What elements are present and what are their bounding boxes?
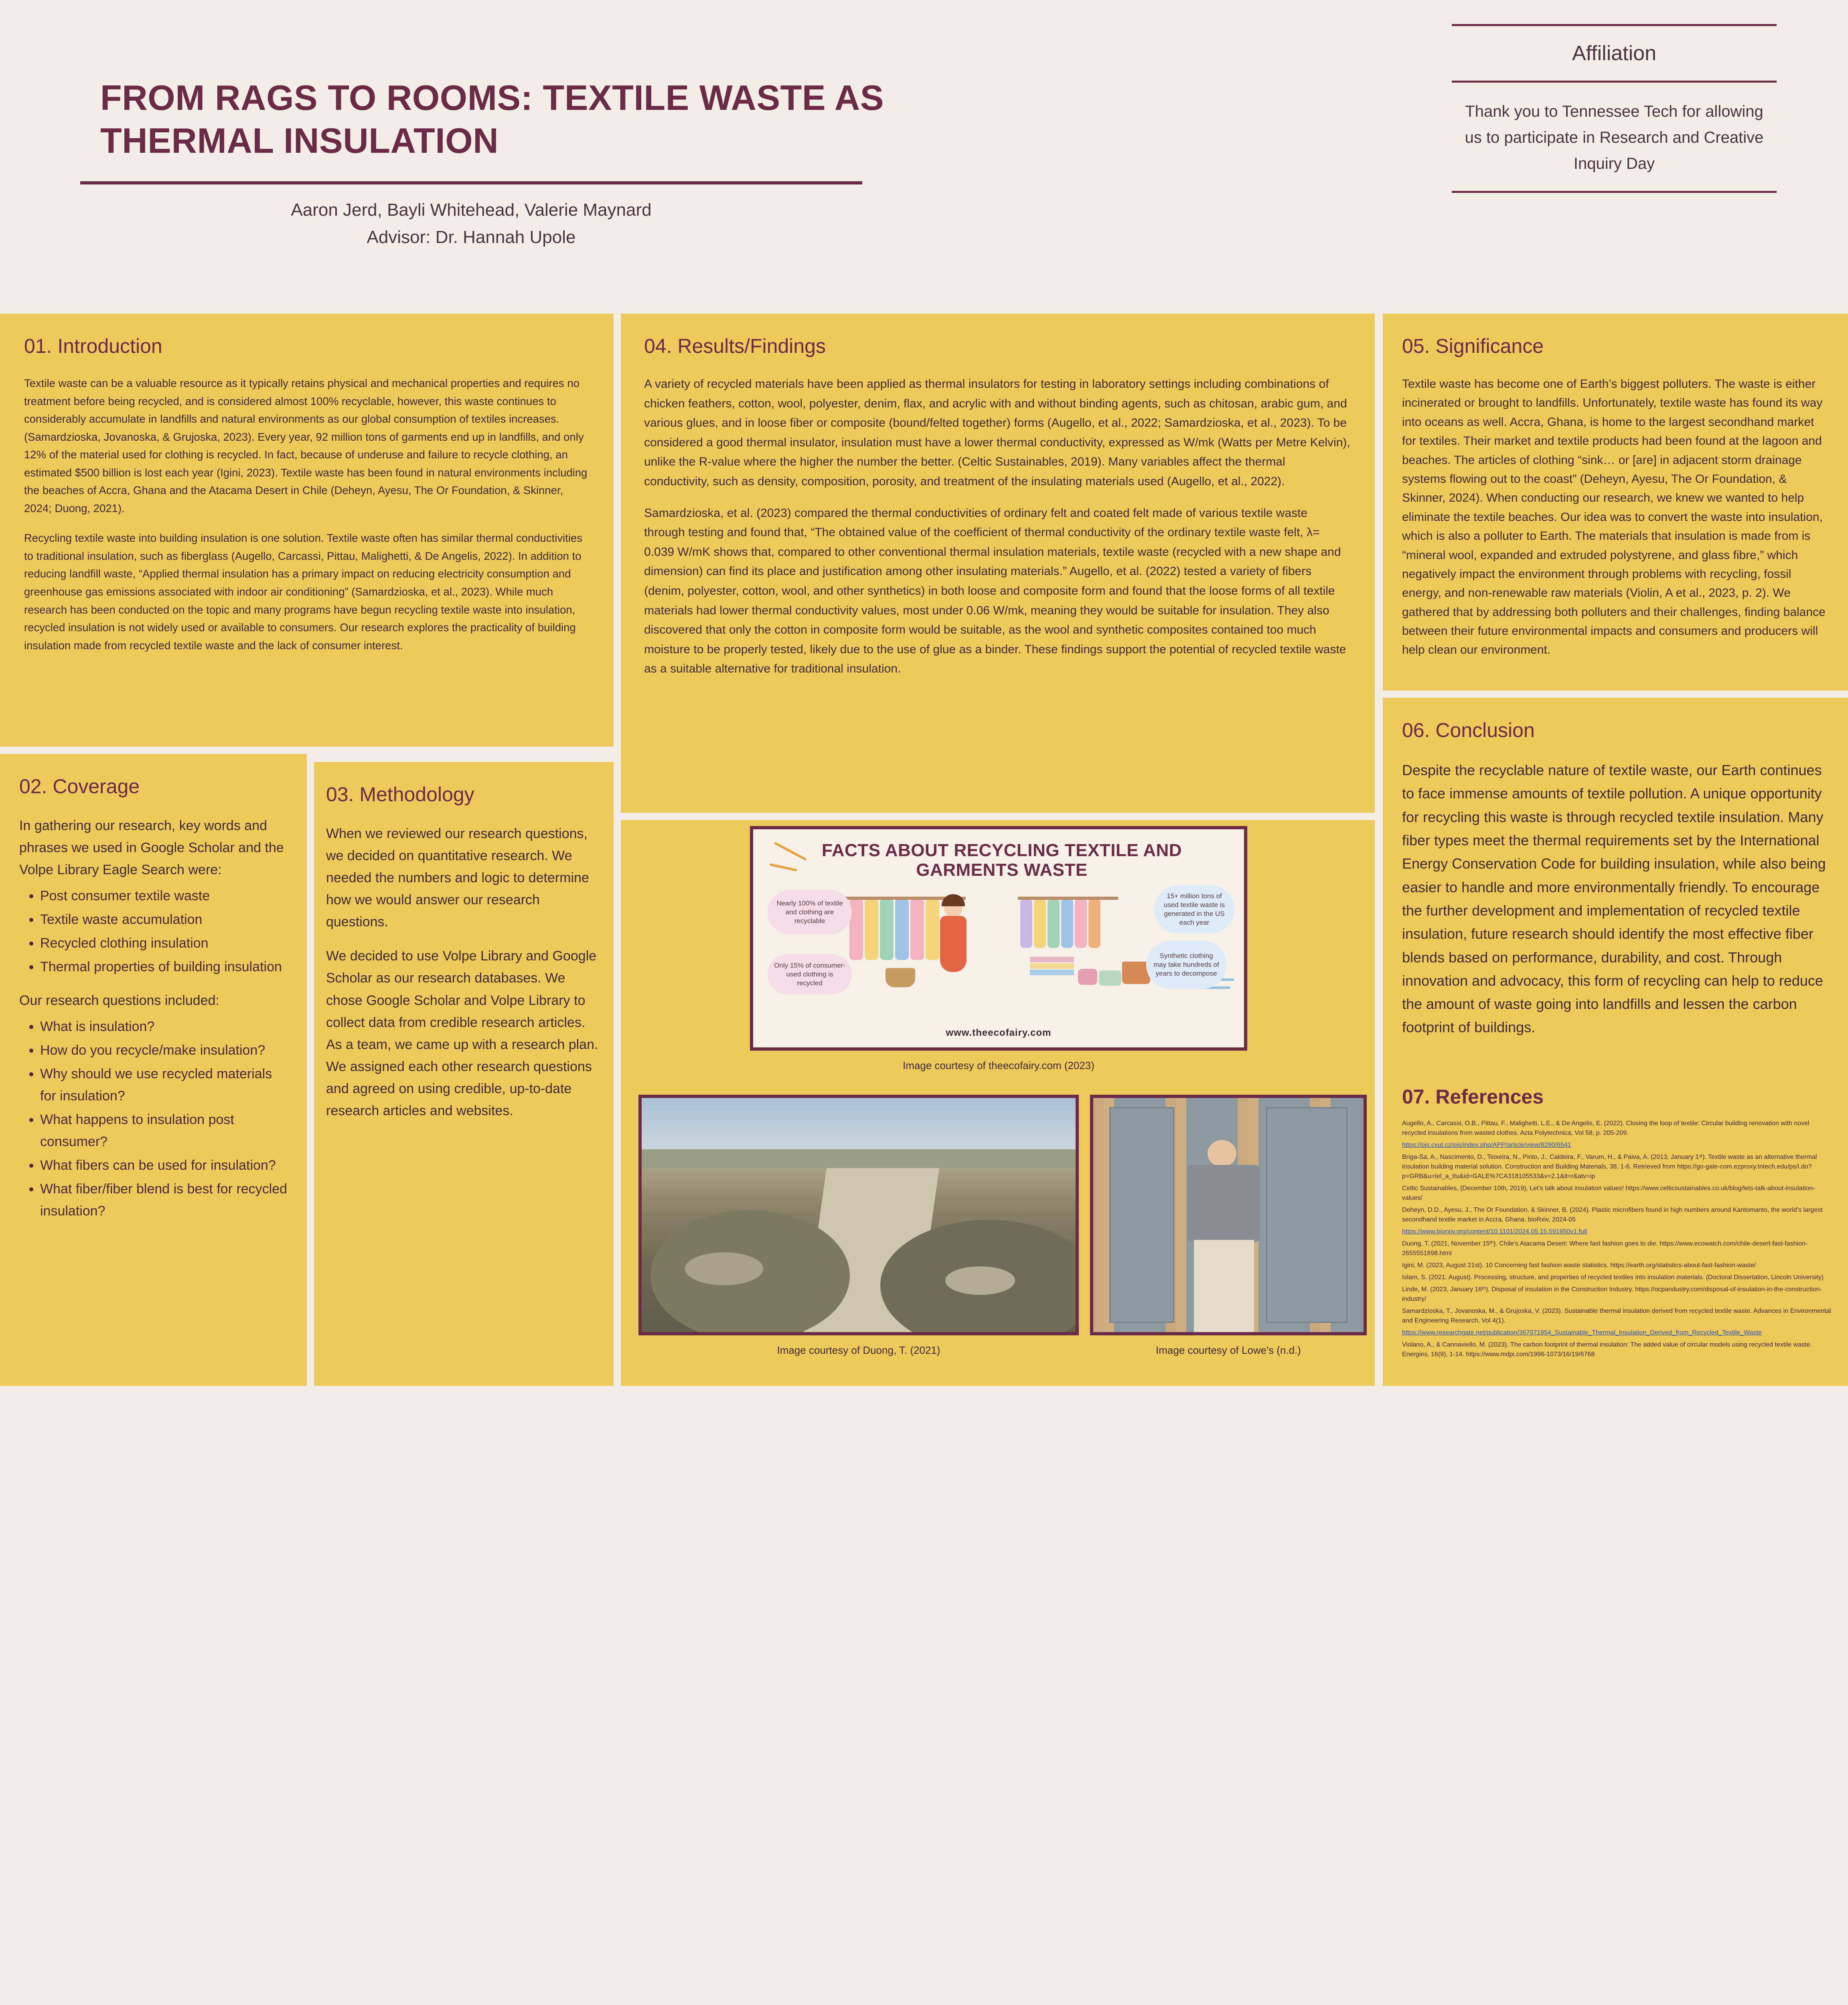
- infographic-caption: Image courtesy of theecofairy.com (2023): [903, 1059, 1094, 1071]
- list-item: • What fibers can be used for insulation?: [40, 1154, 288, 1177]
- poster-header: [0, 0, 1848, 314]
- insulation-batt: [1266, 1107, 1347, 1322]
- person-hair: [942, 894, 965, 906]
- clothes-rack-right: [1018, 897, 1118, 900]
- garment: [865, 900, 878, 960]
- clothing-pile: [1099, 970, 1121, 986]
- list-item: Violano, A., & Cannaviello, M. (2023). The carbon footprint of thermal insulation: The added value of circular models using recycled textile waste. Energies, 16(9), 1-14. https://www.mdpi.com/1996-1073/16/19/6768: [1402, 1341, 1812, 1358]
- person-shirt: [1188, 1165, 1260, 1242]
- header-left: [0, 0, 1420, 314]
- significance-heading: 05. Significance: [1402, 335, 1544, 357]
- introduction-paragraph-1: Textile waste can be a valuable resource as it typically retains physical and mechanical properties and requires no treatment before being recycled, and is considered almost 100% recyclable, however, this waste continues to considerably accumulate in landfills and natural environments as our global consumption of textiles increases. (Samardzioska, Jovanoska, & Grujoska, 2023). Every year, 92 million tons of garments end up in landfills, and only 12% of the material used for clothing is recycled. In fact, because of underuse and failure to recycle clothing, an estimated $500 billion is lost each year (Igini, 2023). Textile waste has been found in natural environments including the beaches of Accra, Ghana and the Atacama Desert in Chile (Deheyn, Ayesu, The Or Foundation, & Skinner, 2024; Duong, 2021).: [24, 377, 588, 514]
- garment: [1075, 900, 1087, 948]
- conclusion-paragraph-1: Despite the recyclable nature of textile waste, our Earth continues to face immense amounts of textile pollution. A unique opportunity for recycling this waste is through recycled textile insulation. Many fiber types meet the thermal requirements set by the International Energy Conservation Code for building insulation, while also being easier to handle and more environmentally friendly. To encourage the further development and implementation of recycled textile insulation, future research should identify the most effective fiber blends based on performance, durability, and cost. Through innovation and advocacy, this form of recycling can help to reduce the amount of waste going into landfills and lessen the carbon footprint of buildings.: [1402, 762, 1826, 1036]
- garment: [1048, 900, 1060, 948]
- laundry-basket: [886, 968, 915, 987]
- reference-link[interactable]: https://www.biorxiv.org/content/10.1101/2024.05.15.591950v1.full: [1402, 1228, 1587, 1235]
- coverage-question-list: [40, 1016, 288, 1223]
- landfill-caption: Image courtesy of Duong, T. (2021): [777, 1344, 940, 1356]
- list-item: Duong, T. (2021, November 15ᵗʰ). Chile’s Atacama Desert: Where fast fashion goes to die. https://www.ecowatch.com/chile-desert-fast-fashion-2655551898.html: [1402, 1240, 1808, 1257]
- infographic-url: www.theecofairy.com: [946, 1027, 1052, 1038]
- coverage-heading: 02. Coverage: [19, 775, 140, 798]
- section-significance: [1383, 314, 1848, 691]
- list-item: Samardzioska, T., Jovanoska, M., & Grujoska, V. (2023). Sustainable thermal insulation derived from recycled textile waste. Advances in Environmental and Engineering Research, Vol 4(1).: [1402, 1308, 1831, 1324]
- trash-detail: [685, 1252, 763, 1285]
- list-item: • What is insulation?: [40, 1016, 288, 1038]
- person-head: [1208, 1140, 1237, 1167]
- list-item: Igini, M. (2023, August 21st). 10 Concerning fast fashion waste statistics. https://earth.org/statistics-about-fast-fashion-waste/: [1402, 1262, 1756, 1269]
- section-references: [1383, 1067, 1848, 1386]
- list-item: Islam, S. (2021, August). Processing, structure, and properties of recycled textiles into insulation materials. (Doctoral Dissertation, Lincoln University): [1402, 1274, 1824, 1281]
- section-introduction: [0, 314, 614, 747]
- section-coverage: [0, 754, 307, 1386]
- list-item: Linde, M. (2023, January 16ᵗʰ). Disposal of insulation in the Construction Industry. https://ocpandustry.com/disposal-of-insulation-in-the-construction-industry/: [1402, 1286, 1822, 1302]
- garment: [1034, 900, 1046, 948]
- author-names: Aaron Jerd, Bayli Whitehead, Valerie Maynard: [291, 200, 652, 220]
- person-body: [940, 916, 967, 972]
- list-item: Celtic Sustainables, (December 10th, 2019), Let’s talk about insulation values! https://www.celticsustainables.co.uk/blog/lets-talk-about-insulation-values/: [1402, 1185, 1815, 1201]
- arrow-decoration: [769, 863, 797, 871]
- fact-bubble-3: 15+ million tons of used textile waste is generated in the US each year: [1154, 885, 1234, 934]
- landfill-figure: [638, 1095, 1079, 1335]
- list-item: • Recycled clothing insulation: [40, 932, 288, 954]
- list-item: • How do you recycle/make insulation?: [40, 1039, 288, 1061]
- garment: [880, 900, 894, 960]
- results-paragraph-1: A variety of recycled materials have been applied as thermal insulators for testing in laboratory settings including combinations of chicken feathers, cotton, wool, polyester, denim, flax, and acrylic with and without binding agents, such as chitosan, arabic gum, and various glues, and in loose fiber or composite (bound/felted together) forms (Augello, et al., 2022; Samardzioska, et al., 2023). To be considered a good thermal insulator, insulation must have a lower thermal conductivity, expressed as W/mk (Watts per Metre Kelvin), unlike the R-value where the higher the number the better. (Celtic Sustainables, 2019). Many variables affect the thermal conductivity, such as density, composition, porosity, and treatment of the insulating materials used (Augello, et al., 2022).: [644, 377, 1350, 488]
- trash-detail: [945, 1266, 1015, 1294]
- title-divider: [80, 181, 862, 184]
- fact-bubble-4: Synthetic clothing may take hundreds of years to decompose: [1146, 941, 1226, 989]
- conclusion-heading: 06. Conclusion: [1402, 719, 1535, 741]
- coverage-paragraph-2: Our research questions included:: [19, 992, 219, 1008]
- list-item: • What fiber/fiber blend is best for recycled insulation?: [40, 1178, 288, 1222]
- insulation-install-figure: [1090, 1095, 1367, 1335]
- advisor-name: Advisor: Dr. Hannah Upole: [367, 227, 576, 247]
- garment: [1061, 900, 1073, 948]
- significance-paragraph-1: Textile waste has become one of Earth’s biggest polluters. The waste is either incinerated or brought to landfills. Unfortunately, textile waste has found its way into oceans as well. Accra, Ghana, is home to the largest secondhand market for textiles. Their market and textile products had been found at the lagoon and beaches. The articles of clothing “sink… or [are] in adjacent storm drainage systems flowing out to the coast” (Deheyn, Ayesu, The Or Foundation, & Skinner, 2024). When conducting our research, we knew we wanted to help eliminate the textile beaches. Our idea was to convert the waste into insulation, which is also a polluter to Earth. The materials that insulation is made from is “mineral wool, expanded and extruded polystyrene, and glass fibre,” which negatively impact the environment through problems with recycling, fossil energy, and non-renewable raw materials (Violin, A et al., 2023, p. 2). We gathered that by addressing both polluters and their challenges, finding balance between their future environmental impacts and consumers and producers will help clean our environment.: [1402, 377, 1826, 657]
- references-heading: 07. References: [1402, 1086, 1544, 1108]
- methodology-paragraph-1: When we reviewed our research questions, we decided on quantitative research. We needed the numbers and logic to determine how we would answer our research questions.: [326, 826, 589, 930]
- insulation-batt: [1109, 1107, 1174, 1322]
- list-item: • Thermal properties of building insulation: [40, 956, 288, 978]
- sky: [642, 1098, 1076, 1154]
- coverage-paragraph-1: In gathering our research, key words and phrases we used in Google Scholar and the Volpe Library Eagle Search were:: [19, 818, 284, 878]
- garment: [910, 900, 924, 960]
- results-heading: 04. Results/Findings: [644, 335, 826, 357]
- clothing-pile: [1078, 969, 1097, 985]
- affiliation-block: [1452, 24, 1777, 193]
- list-item: • Why should we use recycled materials for insulation?: [40, 1063, 288, 1107]
- horizon-hills: [642, 1149, 1076, 1168]
- list-item: • Post consumer textile waste: [40, 885, 288, 907]
- coverage-keyword-list: [40, 885, 288, 978]
- results-paragraph-2: Samardzioska, et al. (2023) compared the thermal conductivities of ordinary felt and coated felt made of various textile waste through testing and found that, “The obtained value of the coefficient of thermal conductivity of the ordinary textile waste felt, λ= 0.039 W/mK shows that, compared to other conventional thermal insulation materials, textile waste (recycled with a new shape and dimension) can find its place and justification among other insulating materials.” Augello, et al. (2022) tested a variety of fibers (denim, polyester, cotton, wool, and other synthetics) in both loose and composite form and found that the loose forms of all textile materials had lower thermal conductivity values, most under 0.06 W/mk, meaning they would be suitable for insulation. They also discovered that only the cotton in composite form would be suitable, as the wool and synthetic composites contained too much moisture to be properly tested, likely due to the use of glue as a binder. These findings support the potential of recycled textile waste as a suitable alternative for traditional insulation.: [644, 506, 1346, 676]
- list-item: Briga-Sa, A., Nascimento, D., Teixeira, N., Pinto, J., Caldeira, F., Varum, H., & Paiva, A. (2013, January 1ˢᵗ). Textile waste as an alternative thermal insulation building material solution. Construction and Building Materials, 38, 1-6. Retrieved from https://go-gale-com.ezproxy.tntech.edu/ps/i.do?p=GRB&u=tel_a_ttu&id=GALE%7CA318105533&v=2.1&it=r&atv=ip: [1402, 1154, 1817, 1180]
- folded-clothes: [1030, 963, 1074, 969]
- affiliation-divider-bottom: [1452, 191, 1777, 193]
- list-item: • What happens to insulation post consumer?: [40, 1109, 288, 1153]
- garment: [1088, 900, 1100, 948]
- infographic-figure: [750, 826, 1247, 1051]
- methodology-paragraph-2: We decided to use Volpe Library and Google Scholar as our research databases. We chose Google Scholar and Volpe Library to collect data from credible research articles. As a team, we came up with a research plan. We assigned each other research questions and agreed on using credible, up-to-date research articles and websites.: [326, 948, 598, 1118]
- list-item: • Textile waste accumulation: [40, 909, 288, 931]
- installer-person: [1174, 1140, 1272, 1332]
- list-item: Augello, A., Carcassi, O.B., Pittau, F., Malighetti, L.E., & De Angelis, E. (2022). Closing the loop of textile: Circular building renovation with novel recycled insulations from wasted clothes. Acta Polytechnica, Vol 58, p. 205-209.: [1402, 1120, 1810, 1136]
- garment: [1020, 900, 1032, 948]
- introduction-heading: 01. Introduction: [24, 335, 162, 357]
- fact-bubble-2: Only 15% of consumer-used clothing is recycled: [768, 954, 852, 994]
- affiliation-title: Affiliation: [1572, 42, 1657, 65]
- page-title: FROM RAGS TO ROOMS: TEXTILE WASTE AS THERMAL INSULATION: [100, 78, 884, 161]
- author-block: [80, 196, 862, 251]
- reference-list: [1402, 1119, 1832, 1359]
- garment: [926, 900, 939, 960]
- arrow-decoration: [774, 842, 807, 861]
- section-methodology: [314, 762, 614, 1386]
- section-results: [621, 314, 1375, 813]
- infographic-title: FACTS ABOUT RECYCLING TEXTILE AND GARMENTS WASTE: [821, 840, 1182, 880]
- introduction-paragraph-2: Recycling textile waste into building insulation is one solution. Textile waste often has similar thermal conductivities to traditional insulation, such as fiberglass (Augello, Carcassi, Pittau, Malighetti, & De Angelis, 2022). In addition to reducing landfill waste, “Applied thermal insulation has a primary impact on reducing electricity consumption and greenhouse gas emissions associated with indoor air conditioning” (Samardzioska, et al., 2023). While much research has been conducted on the topic and many programs have begun recycling textile waste into insulation, recycled insulation is not widely used or available to consumers. Our research explores the practicality of building insulation made from recycled textile waste and the lack of consumer interest.: [24, 532, 582, 652]
- garment: [895, 900, 909, 960]
- list-item: Deheyn, D.D., Ayesu, J., The Or Foundation, & Skinner, B. (2024). Plastic microfibers found in high numbers around Kantomanto, the world’s largest secondhand textile market in Accra, Ghana. bioRxiv, 2024-05: [1402, 1207, 1823, 1223]
- affiliation-text: Thank you to Tennessee Tech for allowing us to participate in Research and Creative Inquiry Day: [1465, 103, 1764, 172]
- reference-link[interactable]: https://www.researchgate.net/publication/367071954_Sustainable_Thermal_Insulation_Derived_from_Recycled_Textile_Waste: [1402, 1329, 1762, 1336]
- folded-clothes: [1030, 970, 1074, 975]
- person-shorts: [1194, 1240, 1254, 1332]
- reference-link[interactable]: https://ojs.cvut.cz/ojs/index.php/APP/article/view/8290/6541: [1402, 1142, 1571, 1148]
- methodology-heading: 03. Methodology: [326, 783, 474, 806]
- folded-clothes: [1030, 957, 1074, 962]
- insulation-install-caption: Image courtesy of Lowe's (n.d.): [1156, 1344, 1301, 1356]
- fact-bubble-1: Nearly 100% of textile and clothing are recyclable: [768, 890, 852, 934]
- section-conclusion: [1383, 698, 1848, 1067]
